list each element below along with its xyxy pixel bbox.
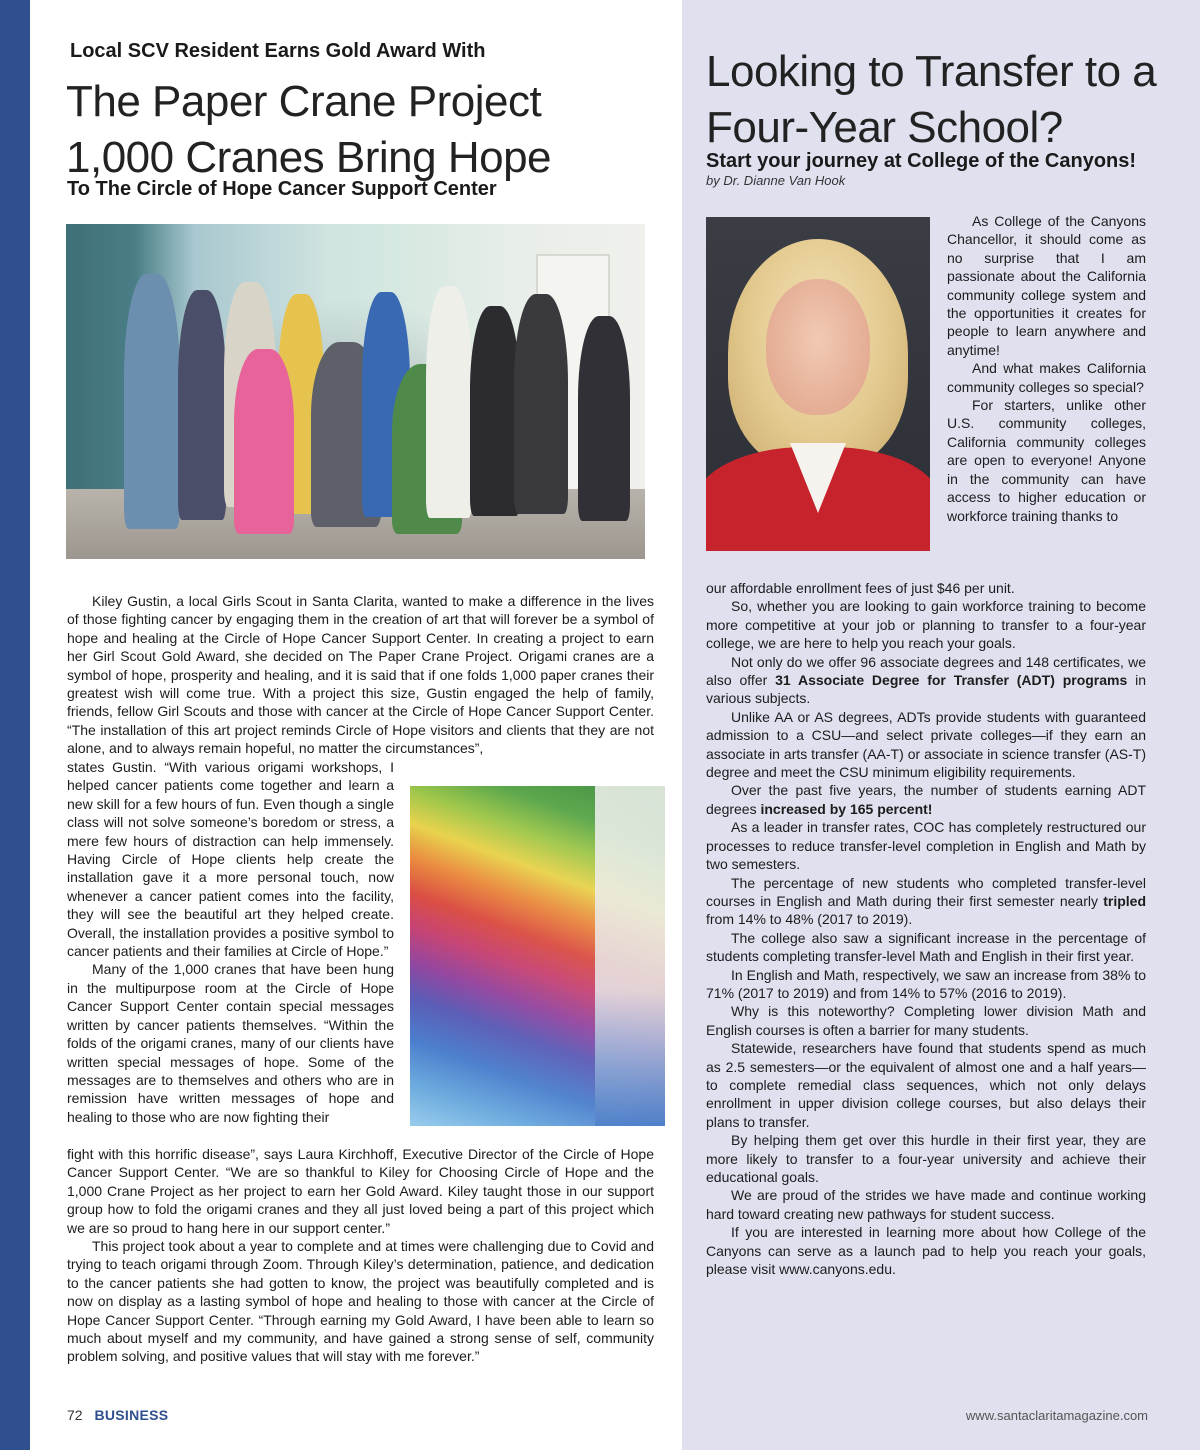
- person: [178, 290, 226, 520]
- portrait-face: [766, 279, 870, 415]
- bold-text-run: increased by 165 percent!: [760, 800, 933, 817]
- right-paragraph: And what makes California community colleges so special?: [947, 360, 1146, 395]
- left-paragraph: This project took about a year to complete and at times were challenging due to Covid and trying to teach origami through Zoom. Through Kiley’s determination, patience, and dedication to the cancer patients she had gotten to know, the project was beautifully completed and is now on display as a lasting symbol of hope and healing to those with cancer at the Circle of Hope Cancer Support Center. “Through earning my Gold Award, I have been able to learn so much about myself and my community, and have gained a strong sense of self, community problem solving, and positive values that will stay with me forever.”: [67, 1238, 654, 1365]
- person: [470, 306, 520, 516]
- page-footer-left: [67, 1407, 168, 1423]
- right-paragraph: our affordable enrollment fees of just $46 per unit.: [706, 580, 1015, 596]
- right-paragraph: If you are interested in learning more about how College of the Canyons can serve as a launch pad to help you reach your goals, please visit www.canyons.edu.: [706, 1224, 1146, 1278]
- bold-text-run: tripled: [1103, 892, 1146, 909]
- right-paragraph: So, whether you are looking to gain workforce training to become more competitive at your job or planning to transfer to a four-year college, we are here to help you reach your goals.: [706, 598, 1146, 652]
- right-paragraph: By helping them get over this hurdle in their first year, they are more likely to transfer to a four-year university and achieve their educational goals.: [706, 1132, 1146, 1185]
- right-paragraph: [706, 781, 1146, 818]
- left-title: [66, 74, 551, 186]
- left-body-bottom: [67, 1145, 654, 1366]
- left-kicker: Local SCV Resident Earns Gold Award With: [70, 40, 486, 62]
- right-paragraph: As a leader in transfer rates, COC has completely restructured our processes to reduce transfer-level completion in English and Math by two semesters.: [706, 819, 1146, 873]
- text-run: Not only do we offer 96 associate degrees and 148 certificates, we also offer: [706, 653, 1146, 689]
- text-run: in various subjects.: [706, 672, 1146, 707]
- text-run: from 14% to 48% (2017 to 2019).: [706, 911, 913, 928]
- left-subhead: To The Circle of Hope Cancer Support Center: [67, 178, 497, 200]
- person: [234, 349, 294, 534]
- right-body-full: [706, 579, 1146, 1278]
- left-body-top: [67, 592, 654, 758]
- right-paragraph: For starters, unlike other U.S. community colleges, California community colleges are open to everyone! Anyone in the community can have access to higher education or workforce training thanks to: [947, 397, 1146, 524]
- person: [514, 294, 568, 514]
- right-title-line-1: Looking to Transfer to a: [706, 47, 1157, 96]
- byline: by Dr. Dianne Van Hook: [706, 173, 846, 188]
- right-title: [706, 44, 1156, 156]
- right-paragraph: In English and Math, respectively, we saw an increase from 38% to 71% (2017 to 2019) and from 14% to 57% (2016 to 2019).: [706, 966, 1146, 1001]
- right-title-line-2: Four-Year School?: [706, 103, 1063, 152]
- right-paragraph: We are proud of the strides we have made and continue working hard toward creating new pathways for student success.: [706, 1187, 1146, 1222]
- right-paragraph: Unlike AA or AS degrees, ADTs provide students with guaranteed admission to a CSU—and select private colleges—if they earn an associate in arts transfer (AA-T) or associate in science transfer (AS-T) degree and meet the CSU minimum eligibility requirements.: [706, 708, 1146, 781]
- right-paragraph: The college also saw a significant increase in the percentage of students completing transfer-level Math and English in their first year.: [706, 929, 1146, 965]
- person: [124, 274, 180, 529]
- right-paragraph: [706, 874, 1146, 929]
- right-paragraph: Why is this noteworthy? Completing lower division Math and English courses is often a barrier for many students.: [706, 1003, 1146, 1038]
- text-run: The percentage of new students who completed transfer-level courses in English and Math during their first semester nearly: [706, 874, 1146, 909]
- right-body-column: [947, 212, 1146, 525]
- left-body-middle: [67, 758, 394, 1126]
- left-paragraph: states Gustin. “With various origami workshops, I helped cancer patients come together and learn a new skill for a few hours of fun. Even though a single class will not solve someone’s boredom or stress, a mere few hours of distraction can help immensely. Having Circle of Hope clients help create the installation gave it a more personal touch, now whenever a cancer patient comes into the facility, they will see the beautiful art they helped create. Overall, the installation provides a positive symbol to cancer patients and their families at Circle of Hope.”: [67, 759, 394, 960]
- page-edge-bar: [0, 0, 30, 1450]
- right-paragraph: Statewide, researchers have found that students spend as much as 2.5 semesters—or the equivalent of almost one and a half years—to complete remedial class sequences, which not only delays enrollment in upper division college courses, but also delays their plans to transfer.: [706, 1040, 1146, 1130]
- group-photo: [66, 224, 645, 559]
- right-paragraph: [706, 653, 1146, 708]
- section-label: BUSINESS: [94, 1407, 169, 1423]
- text-run: Over the past five years, the number of students earning ADT degrees: [706, 782, 1146, 817]
- right-subhead: Start your journey at College of the Canyons!: [706, 150, 1137, 172]
- photo-wall: [595, 786, 665, 1126]
- footer-url: www.santaclaritamagazine.com: [965, 1408, 1148, 1423]
- person: [578, 316, 630, 521]
- left-paragraph: fight with this horrific disease”, says Laura Kirchhoff, Executive Director of the Circle of Hope Cancer Support Center. “We are so thankful to Kiley for Choosing Circle of Hope and the 1,000 Crane Project as her project to earn her Gold Award. Kiley taught those in our support group how to fold the origami cranes and they all just loved being a part of this project which we are so proud to hang here in our support center.”: [67, 1146, 654, 1236]
- bold-text-run: 31 Associate Degree for Transfer (ADT) programs: [775, 672, 1128, 689]
- left-title-line-2: 1,000 Cranes Bring Hope: [66, 133, 552, 182]
- author-portrait: [706, 217, 930, 551]
- left-paragraph: Many of the 1,000 cranes that have been hung in the multipurpose room at the Circle of Hope Cancer Support Center contain special messages written by cancer patients themselves. “Within the folds of the origami cranes, many of our clients have written special messages of hope. Some of the messages are to themselves and others who are in remission have written messages of hope and healing to those who are now fighting their: [67, 961, 394, 1125]
- cranes-photo: [410, 786, 665, 1126]
- person: [426, 286, 472, 518]
- page-number: 72: [67, 1407, 83, 1423]
- left-title-line-1: The Paper Crane Project: [66, 77, 542, 126]
- right-paragraph: As College of the Canyons Chancellor, it should come as no surprise that I am passionate about the California community college system and the opportunities it creates for people to learn anywhere and anytime!: [947, 213, 1146, 358]
- left-paragraph: Kiley Gustin, a local Girls Scout in Santa Clarita, wanted to make a difference in the lives of those fighting cancer by engaging them in the creation of art that will forever be a symbol of hope and healing at the Circle of Hope Cancer Support Center. In creating a project to earn her Girl Scout Gold Award, she decided on The Paper Crane Project. Origami cranes are a symbol of hope, prosperity and healing, and it is said that if one folds 1,000 paper cranes their greatest wish will come true. With a project this size, Gustin engaged the help of family, friends, fellow Girl Scouts and those with cancer at the Circle of Hope Cancer Support Center. “The installation of this art project reminds Circle of Hope visitors and clients that they are not alone, and to always remain hopeful, no matter the circumstances”,: [67, 593, 654, 757]
